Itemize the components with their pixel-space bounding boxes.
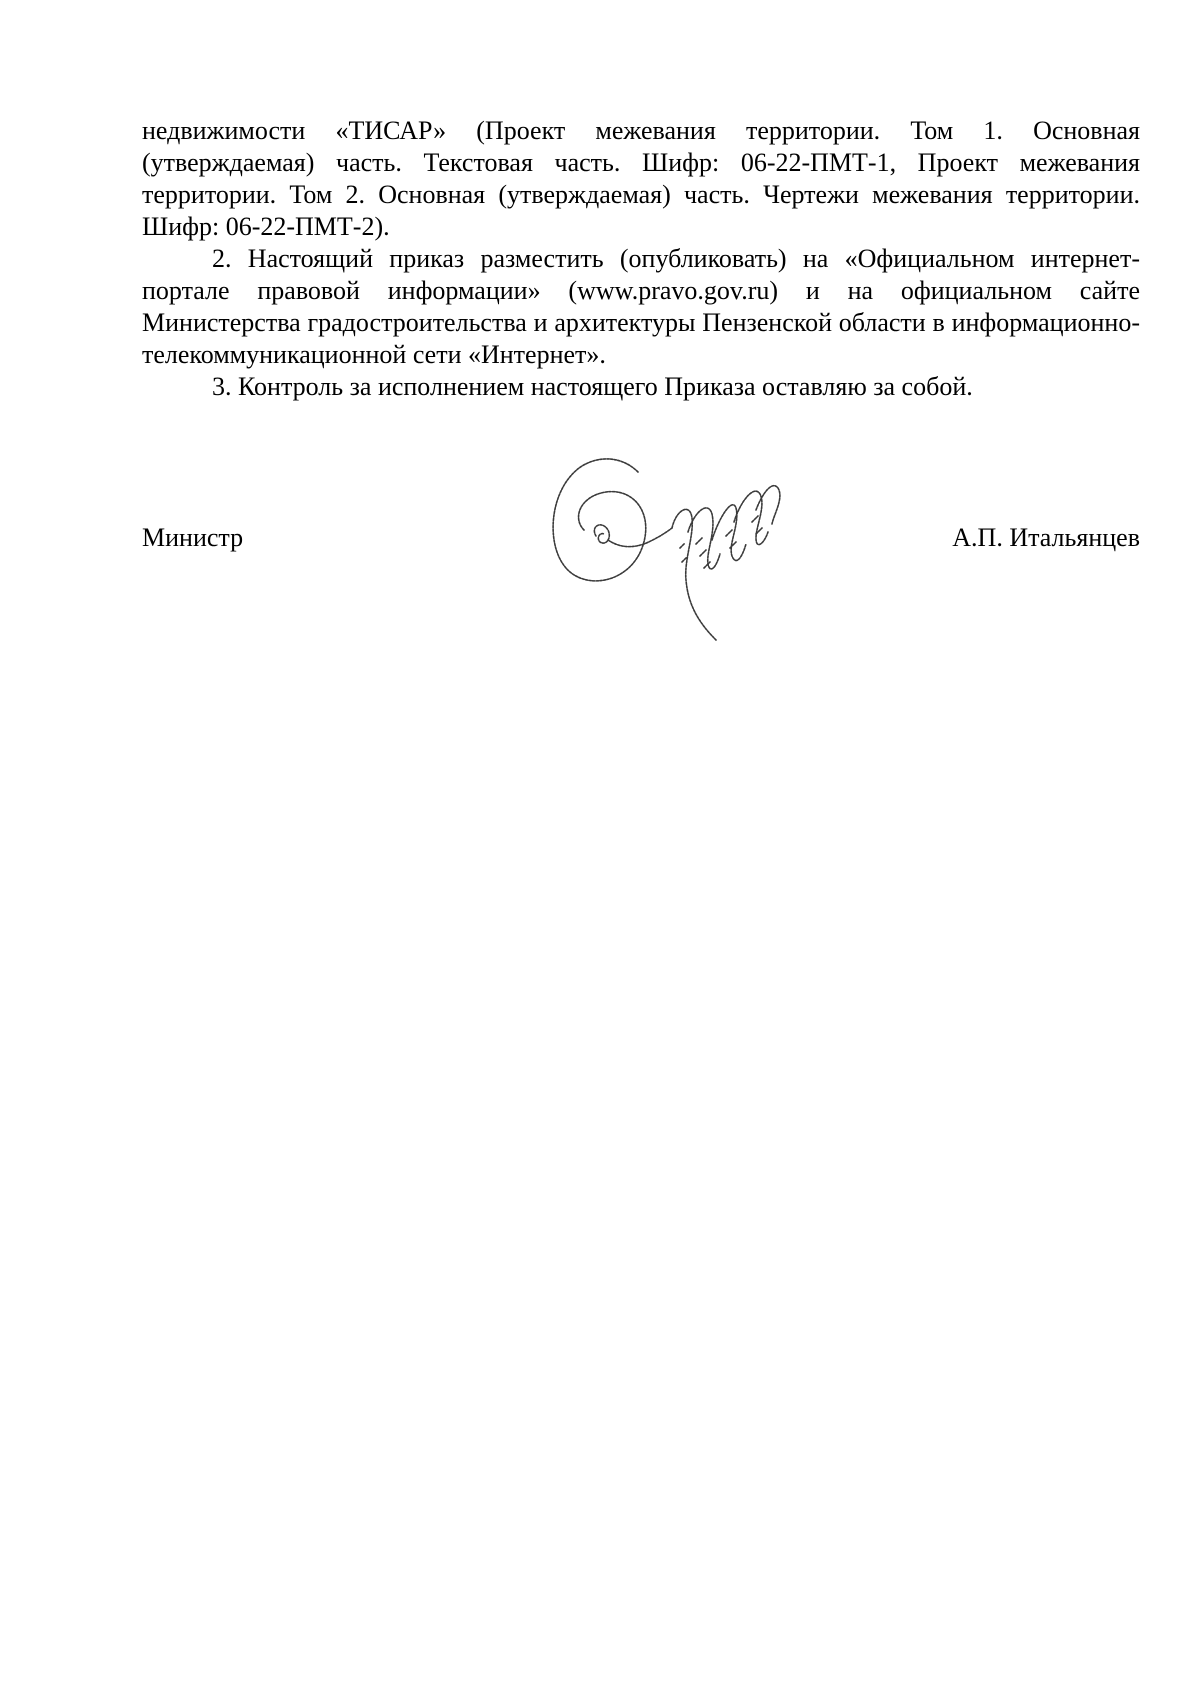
document-body (142, 115, 1140, 403)
paragraph-control-clause: 3. Контроль за исполнением настоящего Приказа оставляю за собой. (212, 372, 973, 401)
signer-name: А.П. Итальянцев (952, 523, 1140, 552)
paragraph-publication-order: 2. Настоящий приказ разместить (опубликовать) на «Официальном интернет-портале правовой информации» (www.pravo.gov.ru) и на официальном сайте Министерства градостроительства и архитектуры Пензенской области в информационно-телекоммуникационной сети «Интернет». (142, 244, 1140, 369)
paragraph-continuation: недвижимости «ТИСАР» (Проект межевания территории. Том 1. Основная (утверждаемая) часть. Текстовая часть. Шифр: 06-22-ПМТ-1, Проект межевания территории. Том 2. Основная (утверждаемая) часть. Чертежи межевания территории. Шифр: 06-22-ПМТ-2). (142, 116, 1140, 241)
handwritten-signature (520, 444, 788, 644)
signature-block (142, 450, 1140, 650)
signer-position: Министр (142, 523, 244, 552)
